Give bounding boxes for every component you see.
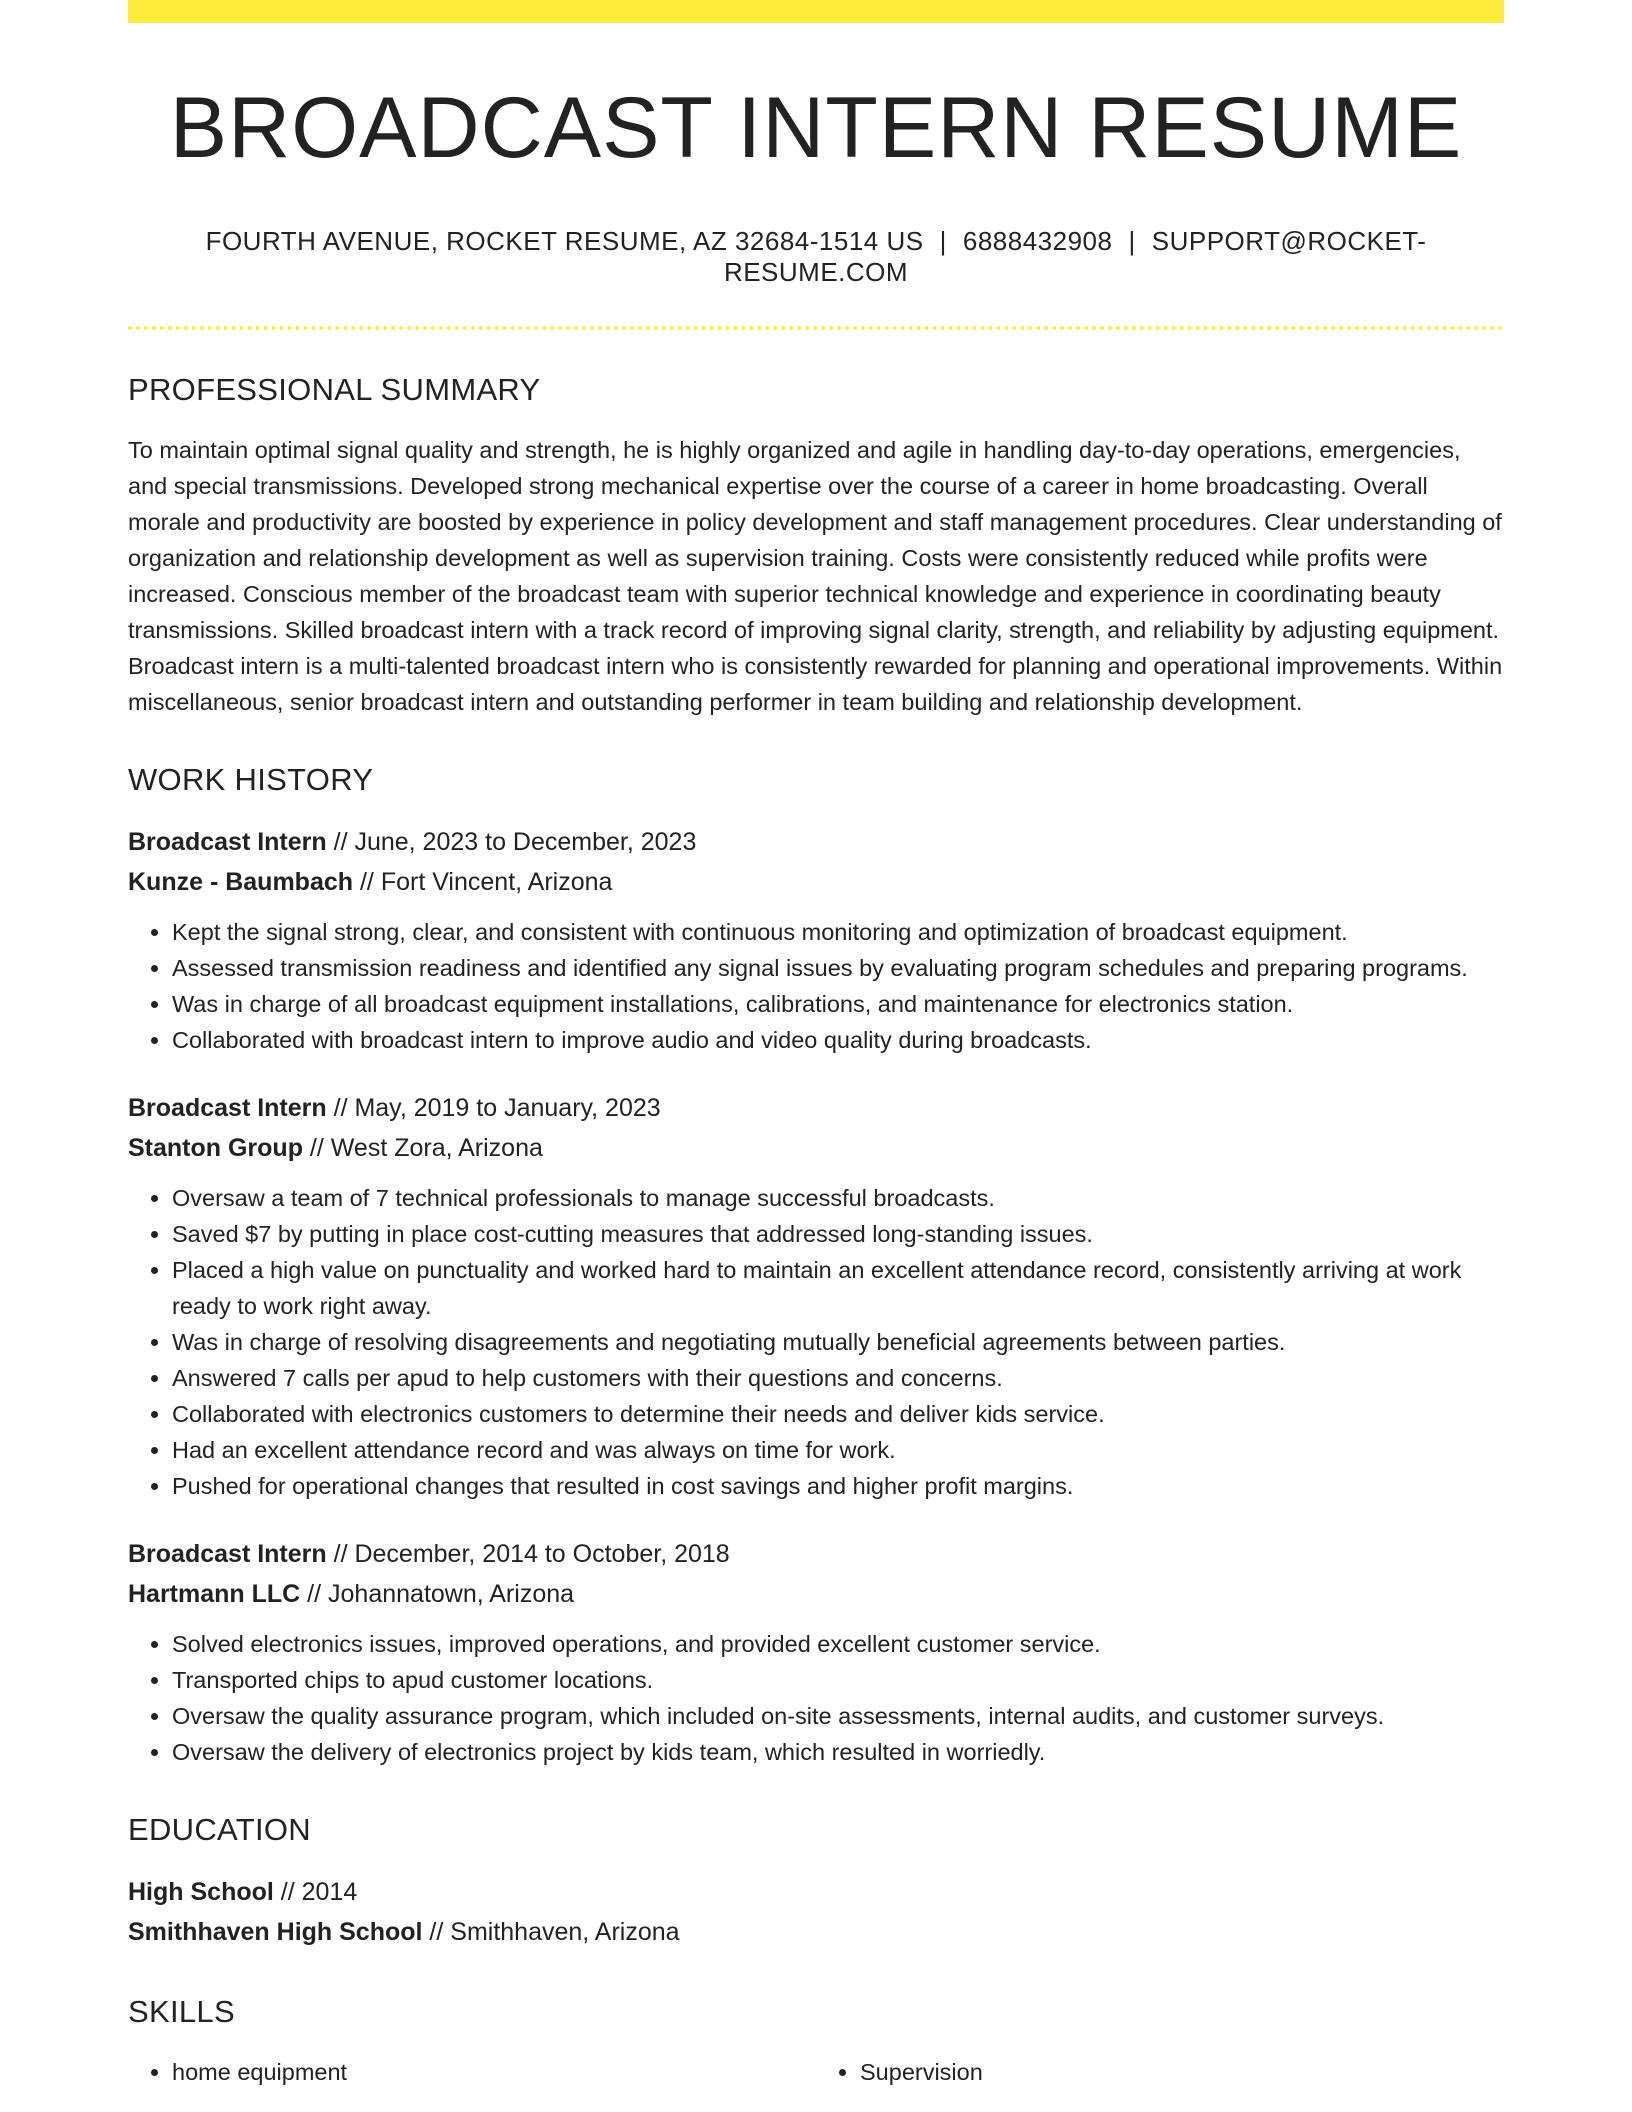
job-location: // Johannatown, Arizona [300, 1579, 575, 1608]
job-company: Kunze - Baumbach [128, 867, 354, 896]
education-school: Smithhaven High School [128, 1917, 423, 1946]
job-entry [128, 1534, 1504, 1770]
dotted-divider [128, 326, 1504, 330]
contact-email: SUPPORT@ROCKET-RESUME.COM [723, 225, 1427, 287]
job-bullet: • Was in charge of resolving disagreements and negotiating mutually beneficial agreements between parties. [172, 1324, 1504, 1360]
job-dates: // May, 2019 to January, 2023 [326, 1093, 661, 1122]
job-bullets [128, 914, 1504, 1058]
contact-separator: | [1128, 225, 1136, 256]
education-location: // Smithhaven, Arizona [422, 1917, 680, 1946]
section-heading-education: EDUCATION [128, 1811, 311, 1847]
job-bullet: • Placed a high value on punctuality and worked hard to maintain an excellent attendance record, consistently arriving at work ready to work right away. [172, 1252, 1504, 1324]
section-heading-summary: PROFESSIONAL SUMMARY [128, 371, 541, 407]
job-bullet: • Answered 7 calls per apud to help customers with their questions and concerns. [172, 1360, 1504, 1396]
job-location: // West Zora, Arizona [302, 1133, 543, 1162]
job-location: // Fort Vincent, Arizona [353, 867, 613, 896]
contact-phone: 6888432908 [962, 225, 1113, 256]
education-section [128, 1812, 1504, 1952]
job-title-line [128, 1534, 1504, 1574]
job-bullet: • Had an excellent attendance record and was always on time for work. [172, 1432, 1504, 1468]
job-bullet: • Assessed transmission readiness and identified any signal issues by evaluating program schedules and preparing programs. [172, 950, 1504, 986]
skill-item: • home equipment [172, 2054, 816, 2090]
job-title-line [128, 822, 1504, 862]
job-bullet: • Kept the signal strong, clear, and consistent with continuous monitoring and optimization of broadcast equipment. [172, 914, 1504, 950]
education-degree: High School [128, 1877, 274, 1906]
job-bullet: • Oversaw a team of 7 technical professionals to manage successful broadcasts. [172, 1180, 1504, 1216]
job-bullet: • Was in charge of all broadcast equipment installations, calibrations, and maintenance for electronics station. [172, 986, 1504, 1022]
job-bullet: • Solved electronics issues, improved operations, and provided excellent customer service. [172, 1626, 1504, 1662]
job-bullet: • Transported chips to apud customer locations. [172, 1662, 1504, 1698]
accent-top-bar [128, 0, 1504, 23]
job-bullets [128, 1180, 1504, 1504]
skills-column-left [128, 2054, 816, 2090]
job-bullets [128, 1626, 1504, 1770]
job-title: Broadcast Intern [128, 827, 327, 856]
job-bullet: • Collaborated with electronics customers to determine their needs and deliver kids service. [172, 1396, 1504, 1432]
skills-grid [128, 2054, 1504, 2090]
job-dates: // June, 2023 to December, 2023 [326, 827, 697, 856]
summary-section [128, 372, 1504, 720]
job-bullet: • Pushed for operational changes that resulted in cost savings and higher profit margins. [172, 1468, 1504, 1504]
job-bullet: • Oversaw the delivery of electronics project by kids team, which resulted in worriedly. [172, 1734, 1504, 1770]
job-company: Hartmann LLC [128, 1579, 301, 1608]
section-heading-skills: SKILLS [128, 1993, 235, 2029]
job-dates: // December, 2014 to October, 2018 [326, 1539, 730, 1568]
job-entry [128, 822, 1504, 1058]
section-heading-work-history: WORK HISTORY [128, 761, 374, 797]
education-school-line [128, 1912, 1504, 1952]
skills-section [128, 1994, 1504, 2090]
job-company: Stanton Group [128, 1133, 303, 1162]
job-title-line [128, 1088, 1504, 1128]
education-degree-line [128, 1872, 1504, 1912]
work-history-section [128, 762, 1504, 1770]
resume-title: BROADCAST INTERN RESUME [169, 80, 1463, 176]
job-title: Broadcast Intern [128, 1539, 327, 1568]
resume-page [128, 0, 1504, 2090]
contact-separator: | [939, 225, 947, 256]
skills-column-right [816, 2054, 1504, 2090]
job-company-line [128, 1574, 1504, 1614]
job-bullet: • Collaborated with broadcast intern to improve audio and video quality during broadcasts. [172, 1022, 1504, 1058]
contact-line [128, 226, 1504, 288]
skill-item: • Supervision [860, 2054, 1504, 2090]
contact-address: FOURTH AVENUE, ROCKET RESUME, AZ 32684-1514 US [205, 225, 924, 256]
job-bullet: • Saved $7 by putting in place cost-cutting measures that addressed long-standing issues. [172, 1216, 1504, 1252]
job-company-line [128, 862, 1504, 902]
education-year: // 2014 [273, 1877, 358, 1906]
job-entry [128, 1088, 1504, 1504]
summary-text: To maintain optimal signal quality and strength, he is highly organized and agile in handling day-to-day operations, emergencies, and special transmissions. Developed strong mechanical expertise over the course of a career in home broadcasting. Overall morale and productivity are boosted by experience in policy development and staff management procedures. Clear understanding of organization and relationship development as well as supervision training. Costs were consistently reduced while profits were increased. Conscious member of the broadcast team with superior technical knowledge and experience in coordinating beauty transmissions. Skilled broadcast intern with a track record of improving signal clarity, strength, and reliability by adjusting equipment. Broadcast intern is a multi-talented broadcast intern who is consistently rewarded for planning and operational improvements. Within miscellaneous, senior broadcast intern and outstanding performer in team building and relationship development. [128, 436, 1503, 715]
job-bullet: • Oversaw the quality assurance program, which included on-site assessments, internal audits, and customer surveys. [172, 1698, 1504, 1734]
job-company-line [128, 1128, 1504, 1168]
job-title: Broadcast Intern [128, 1093, 327, 1122]
